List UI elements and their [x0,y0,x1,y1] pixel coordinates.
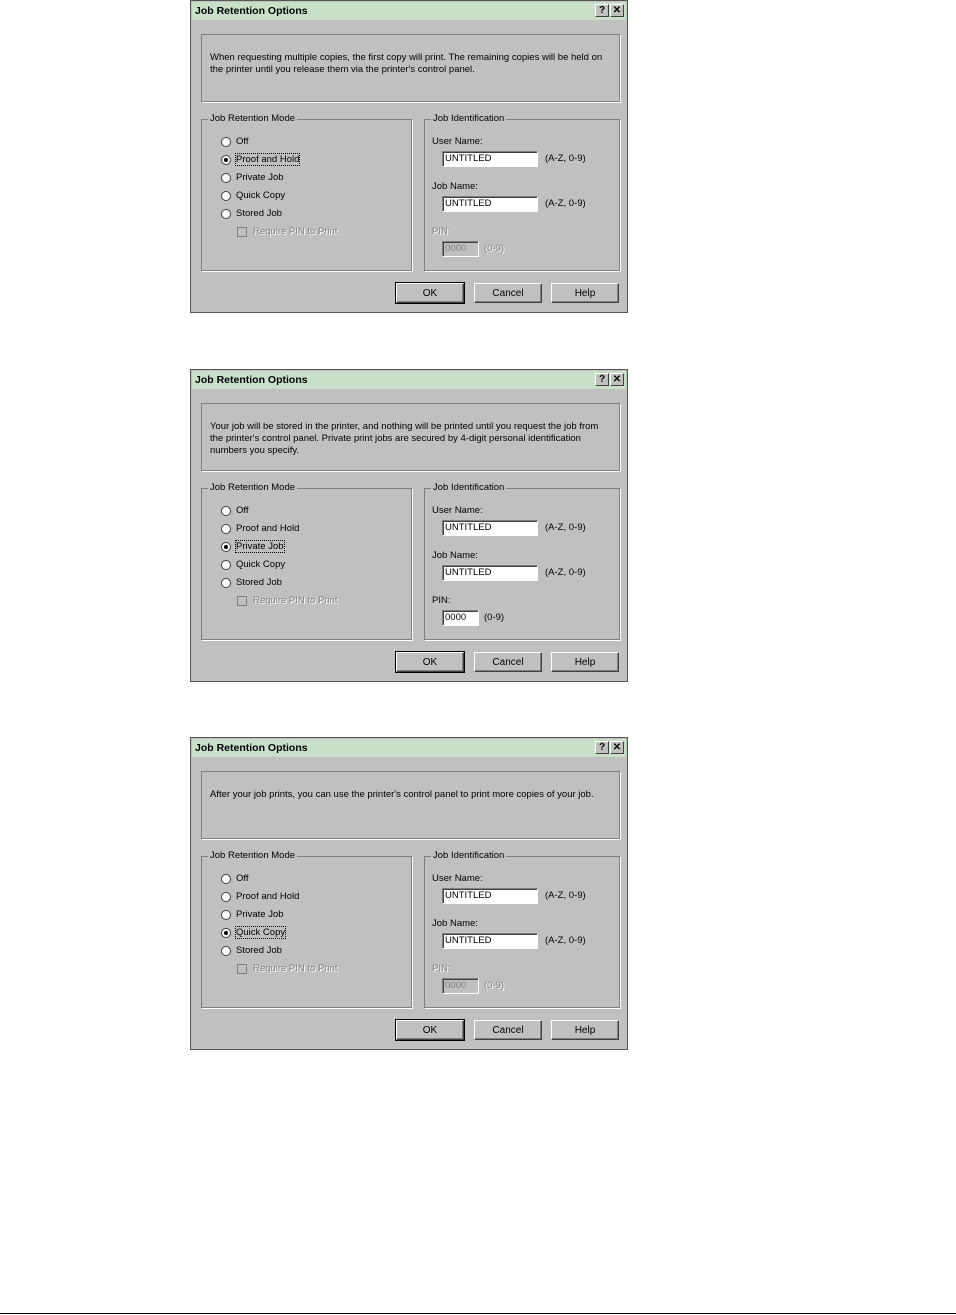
radio-stored-job[interactable] [221,945,282,956]
radio-icon[interactable] [221,946,231,956]
job-identification-group [424,113,620,271]
pin-hint: (0-9) [484,612,505,623]
radio-label: Off [236,505,249,516]
job-identification-group [424,482,620,640]
cancel-button[interactable]: Cancel [474,652,542,672]
radio-proof-and-hold[interactable] [221,154,299,165]
radio-icon[interactable] [221,191,231,201]
radio-icon[interactable] [221,524,231,534]
radio-label: Private Job [236,909,284,920]
checkbox-label: Require PIN to Print [253,595,338,606]
user-name-hint: (A-Z, 0-9) [545,153,586,164]
close-icon[interactable]: ✕ [610,373,624,386]
radio-icon[interactable] [221,173,231,183]
pin-hint: (0-9) [484,980,505,991]
pin-label: PIN: [432,226,451,237]
require-pin-checkbox[interactable] [237,226,337,237]
checkbox-label: Require PIN to Print [253,226,338,237]
group-legend: Job Identification [433,113,505,124]
group-legend: Job Identification [433,482,505,493]
radio-icon[interactable] [221,874,231,884]
radio-label: Quick Copy [236,927,286,938]
description-text: Your job will be stored in the printer, and nothing will be printed until you request the job from the printer's control panel. Private print jobs are secured by 4-digit personal identification numbers you specify. [210,421,599,456]
user-name-label: User Name: [432,873,483,884]
radio-quick-copy[interactable] [221,190,285,201]
job-retention-dialog [190,0,628,313]
page-footer-rule [0,1313,956,1314]
description-text: When requesting multiple copies, the first copy will print. The remaining copies will be held on the printer until you release them via the printer's control panel. [210,52,603,75]
job-name-label: Job Name: [432,550,478,561]
group-legend: Job Retention Mode [210,850,296,861]
job-retention-mode-group [201,482,412,640]
job-name-hint: (A-Z, 0-9) [545,935,586,946]
title-bar [192,739,626,757]
user-name-input[interactable]: UNTITLED [442,151,538,167]
help-icon[interactable]: ? [595,373,609,386]
checkbox-icon[interactable] [237,596,247,606]
require-pin-checkbox[interactable] [237,595,337,606]
job-name-hint: (A-Z, 0-9) [545,567,586,578]
radio-icon[interactable] [221,542,231,552]
pin-hint: (0-9) [484,243,505,254]
dialog-title: Job Retention Options [195,742,308,754]
job-identification-group [424,850,620,1008]
require-pin-checkbox[interactable] [237,963,337,974]
job-retention-mode-group [201,850,412,1008]
pin-input[interactable]: 0000 [442,610,479,626]
cancel-button[interactable]: Cancel [474,283,542,303]
title-bar [192,371,626,389]
pin-label: PIN: [432,595,451,606]
radio-private-job[interactable] [221,909,284,920]
user-name-hint: (A-Z, 0-9) [545,890,586,901]
user-name-hint: (A-Z, 0-9) [545,522,586,533]
job-name-label: Job Name: [432,918,478,929]
job-name-hint: (A-Z, 0-9) [545,198,586,209]
job-name-input[interactable]: UNTITLED [442,196,538,212]
description-text: After your job prints, you can use the printer's control panel to print more copies of your job. [210,789,594,800]
group-legend: Job Retention Mode [210,482,296,493]
radio-quick-copy[interactable] [221,927,285,938]
pin-label: PIN: [432,963,451,974]
help-button[interactable]: Help [551,652,619,672]
radio-proof-and-hold[interactable] [221,891,299,902]
radio-proof-and-hold[interactable] [221,523,299,534]
job-name-input[interactable]: UNTITLED [442,933,538,949]
radio-icon[interactable] [221,137,231,147]
close-icon[interactable]: ✕ [610,741,624,754]
radio-label: Quick Copy [236,190,286,201]
pin-input[interactable]: 0000 [442,978,479,994]
checkbox-icon[interactable] [237,227,247,237]
job-retention-dialog [190,737,628,1050]
help-icon[interactable]: ? [595,4,609,17]
radio-stored-job[interactable] [221,577,282,588]
radio-icon[interactable] [221,578,231,588]
radio-icon[interactable] [221,209,231,219]
radio-icon[interactable] [221,155,231,165]
job-retention-dialog [190,369,628,682]
description-panel [201,403,620,471]
radio-icon[interactable] [221,892,231,902]
radio-private-job[interactable] [221,541,284,552]
radio-icon[interactable] [221,560,231,570]
radio-label: Off [236,136,249,147]
user-name-input[interactable]: UNTITLED [442,520,538,536]
job-name-input[interactable]: UNTITLED [442,565,538,581]
description-panel [201,34,620,102]
radio-label: Quick Copy [236,559,286,570]
ok-button[interactable]: OK [396,1020,464,1040]
job-name-label: Job Name: [432,181,478,192]
radio-quick-copy[interactable] [221,559,285,570]
user-name-input[interactable]: UNTITLED [442,888,538,904]
group-legend: Job Identification [433,850,505,861]
radio-icon[interactable] [221,928,231,938]
help-icon[interactable]: ? [595,741,609,754]
ok-button[interactable]: OK [396,283,464,303]
group-legend: Job Retention Mode [210,113,296,124]
ok-button[interactable]: OK [396,652,464,672]
dialog-title: Job Retention Options [195,374,308,386]
radio-private-job[interactable] [221,172,284,183]
radio-icon[interactable] [221,506,231,516]
radio-label: Private Job [236,172,284,183]
user-name-label: User Name: [432,505,483,516]
dialog-title: Job Retention Options [195,5,308,17]
radio-label: Off [236,873,249,884]
cancel-button[interactable]: Cancel [474,1020,542,1040]
radio-label: Private Job [236,541,284,552]
description-panel [201,771,620,839]
radio-label: Proof and Hold [236,891,300,902]
title-bar [192,2,626,20]
close-icon[interactable]: ✕ [610,4,624,17]
job-retention-mode-group [201,113,412,271]
checkbox-label: Require PIN to Print [253,963,338,974]
radio-off[interactable] [221,505,249,516]
radio-stored-job[interactable] [221,208,282,219]
checkbox-icon[interactable] [237,964,247,974]
radio-label: Proof and Hold [236,523,300,534]
radio-label: Stored Job [236,577,282,588]
help-button[interactable]: Help [551,1020,619,1040]
radio-icon[interactable] [221,910,231,920]
radio-off[interactable] [221,136,249,147]
radio-off[interactable] [221,873,249,884]
radio-label: Stored Job [236,208,282,219]
pin-input[interactable]: 0000 [442,241,479,257]
help-button[interactable]: Help [551,283,619,303]
radio-label: Proof and Hold [236,154,300,165]
user-name-label: User Name: [432,136,483,147]
radio-label: Stored Job [236,945,282,956]
